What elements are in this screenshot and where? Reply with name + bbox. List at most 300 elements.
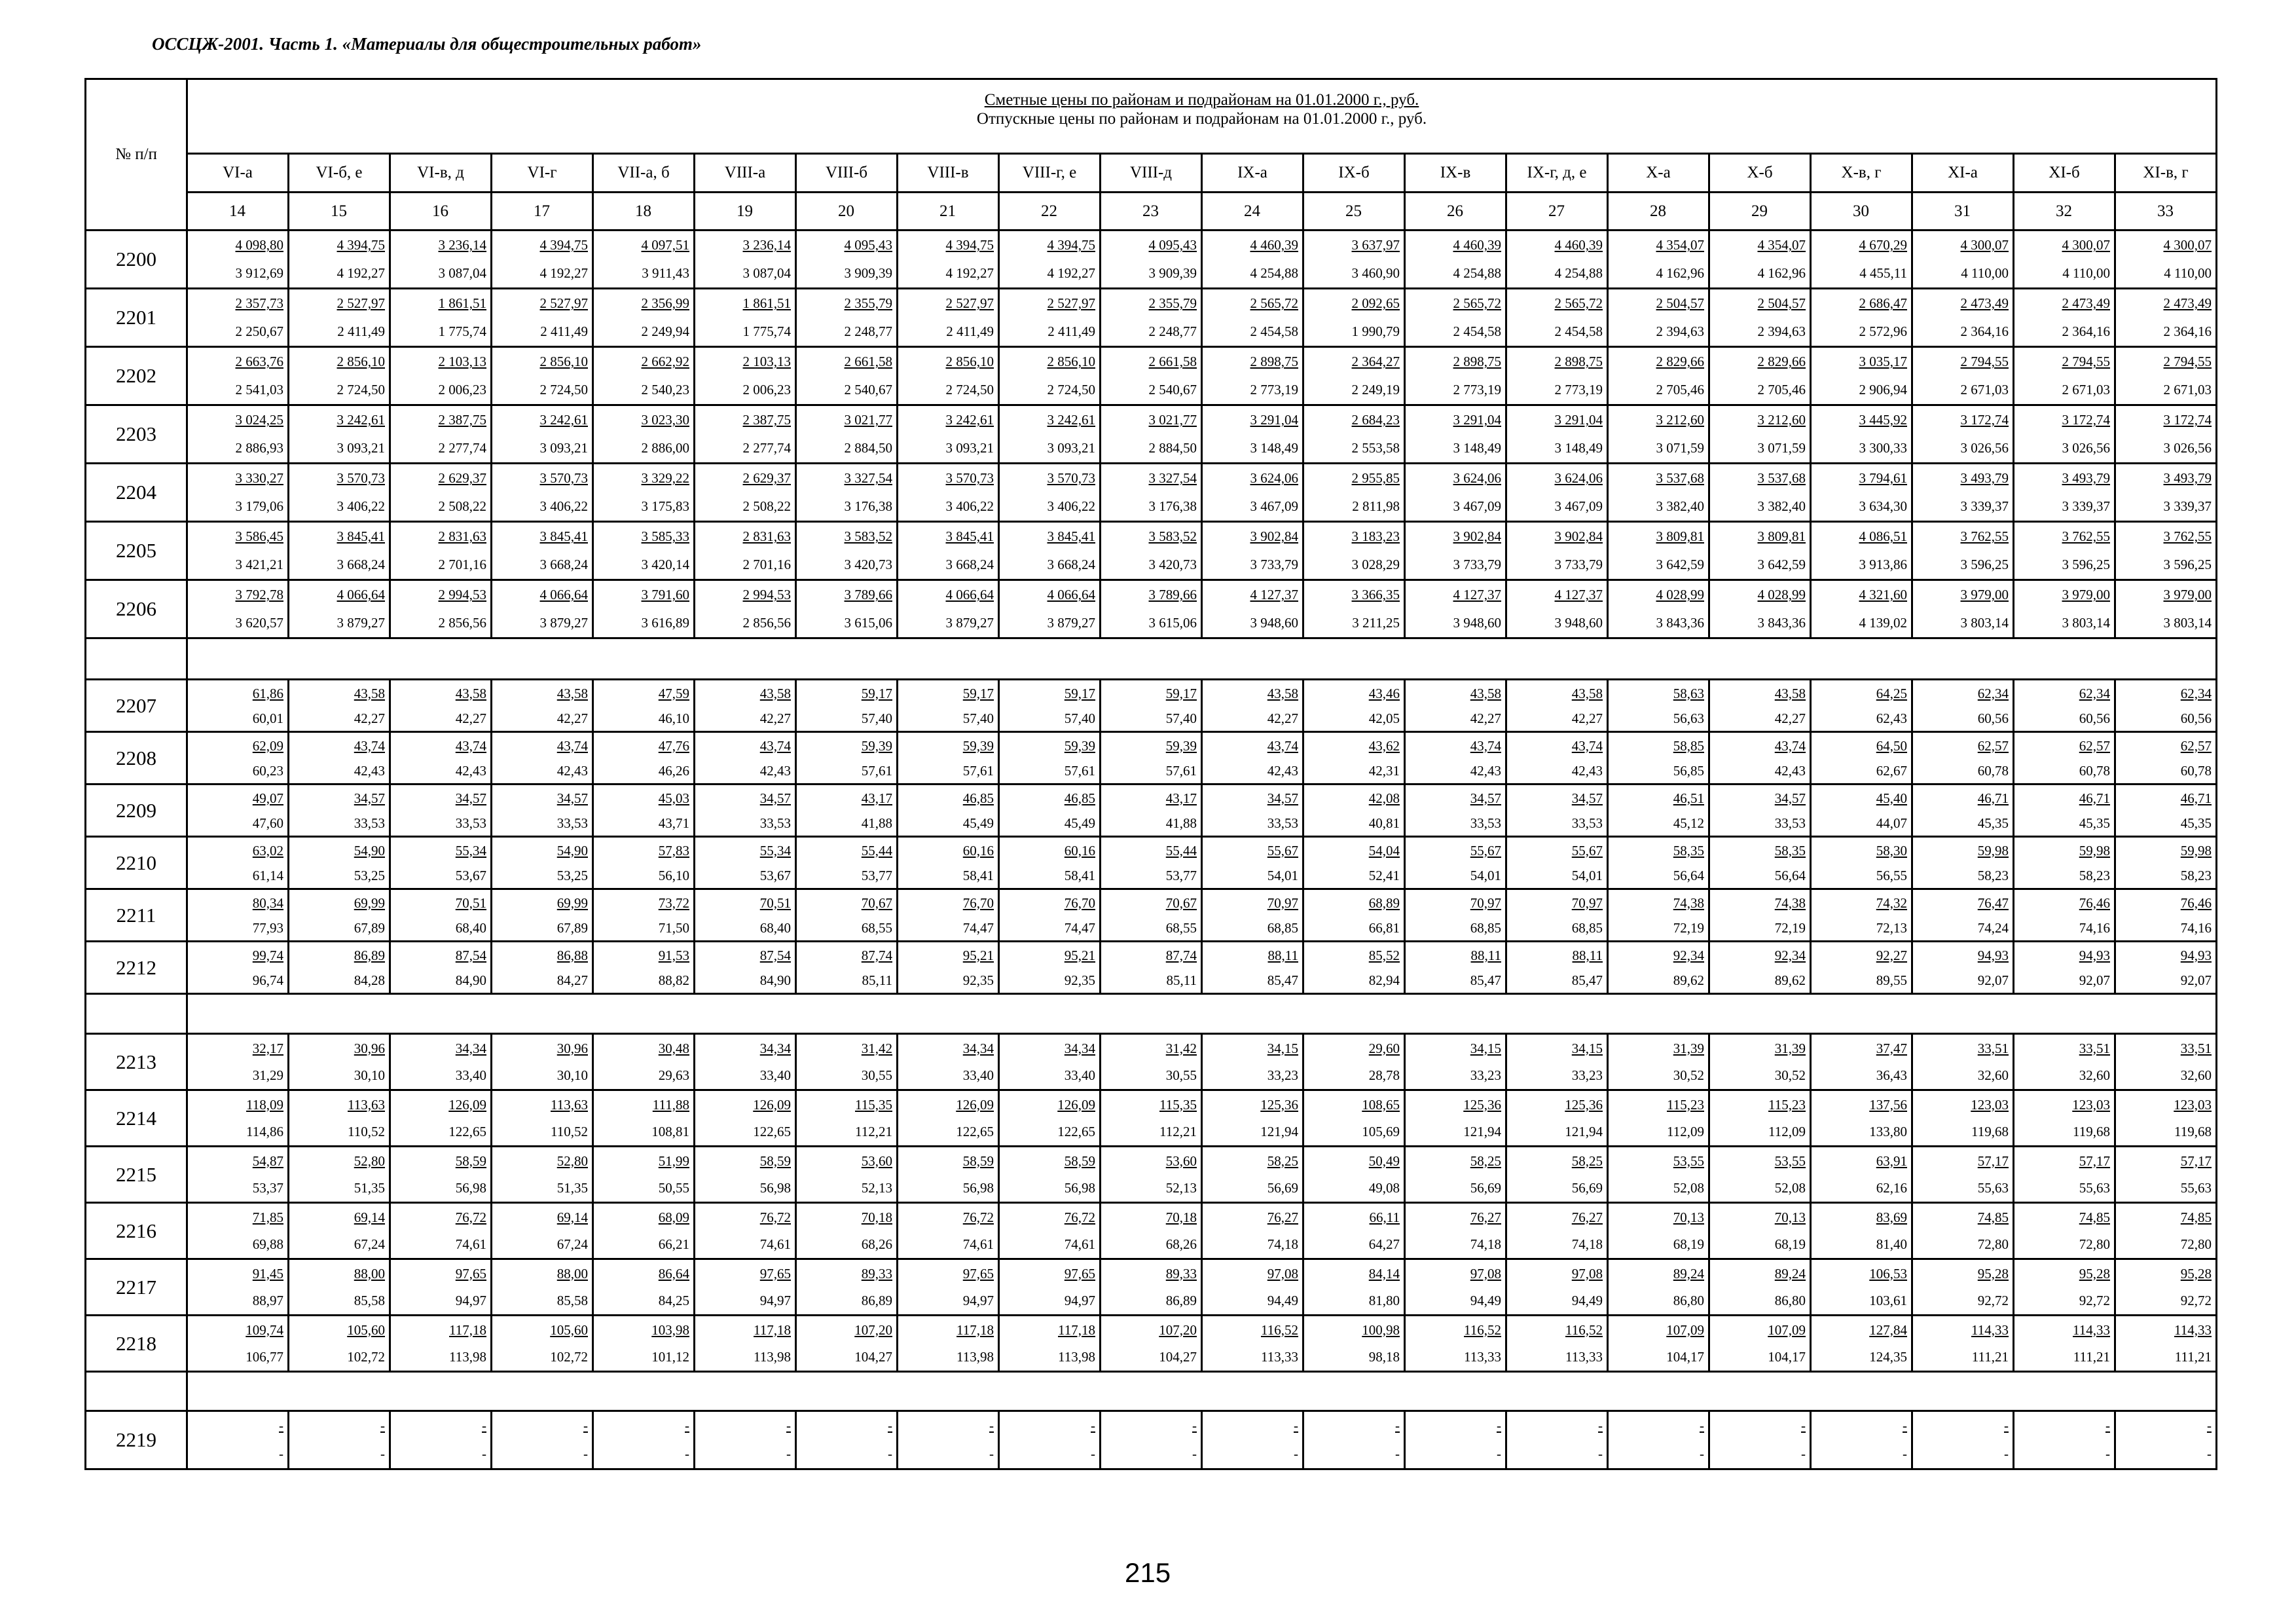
estimated-price: 4 097,51 — [641, 237, 689, 253]
estimated-price: 3 445,92 — [1859, 412, 1907, 428]
price-cell — [187, 405, 289, 464]
release-price: 3 339,37 — [2163, 498, 2212, 514]
release-price: 112,09 — [1768, 1123, 1806, 1139]
release-price: 119,68 — [1971, 1123, 2009, 1139]
estimated-price: 3 583,52 — [844, 528, 892, 544]
price-cell — [898, 1411, 999, 1469]
release-price: 40,81 — [1368, 815, 1400, 831]
release-price: 68,19 — [1673, 1236, 1704, 1252]
release-price: 57,40 — [861, 710, 892, 726]
price-cell — [492, 1316, 593, 1372]
release-price: 60,78 — [1977, 762, 2009, 779]
price-cell — [593, 1411, 695, 1469]
price-cell — [1709, 1259, 1811, 1316]
estimated-price: 2 661,58 — [844, 354, 892, 369]
release-price: 133,80 — [1869, 1123, 1907, 1139]
release-price: 2 724,50 — [1047, 382, 1095, 397]
price-cell — [2014, 1090, 2115, 1147]
price-cell — [1101, 1316, 1202, 1372]
price-cell — [1506, 784, 1608, 837]
price-cell — [898, 580, 999, 638]
price-cell — [796, 1203, 898, 1259]
price-cell — [1912, 732, 2014, 784]
separator-cell — [187, 1372, 2217, 1411]
price-cell — [1608, 1090, 1709, 1147]
price-cell — [1506, 405, 1608, 464]
price-cell — [187, 347, 289, 405]
price-cell — [1608, 1203, 1709, 1259]
release-price: 110,52 — [348, 1123, 385, 1139]
release-price: 42,27 — [1571, 710, 1603, 726]
estimated-price: 118,09 — [246, 1096, 283, 1113]
estimated-price: 2 504,57 — [1656, 295, 1704, 311]
price-cell — [390, 522, 492, 580]
estimated-price: 76,27 — [1571, 1209, 1603, 1225]
estimated-price: 2 357,73 — [235, 295, 283, 311]
price-cell — [1303, 405, 1405, 464]
price-cell — [1405, 289, 1506, 347]
estimated-price: 63,02 — [252, 842, 283, 858]
estimated-price: 3 762,55 — [1960, 528, 2009, 544]
release-price: 4 192,27 — [539, 265, 588, 281]
price-cell — [1608, 784, 1709, 837]
release-price: 53,77 — [861, 867, 892, 883]
estimated-price: - — [380, 1418, 385, 1433]
estimated-price: - — [1192, 1418, 1197, 1433]
estimated-price: - — [482, 1418, 486, 1433]
table-row — [86, 784, 2217, 837]
estimated-price: 85,52 — [1368, 947, 1400, 963]
estimated-price: 2 662,92 — [641, 354, 689, 369]
estimated-price: 58,59 — [455, 1153, 486, 1169]
release-price: 55,63 — [2079, 1179, 2110, 1196]
region-header: VI-б, е — [289, 154, 390, 193]
release-price: 57,40 — [1165, 710, 1197, 726]
release-price: - — [1497, 1446, 1501, 1462]
estimated-price: 58,25 — [1267, 1153, 1298, 1169]
release-price: 58,23 — [2079, 867, 2110, 883]
estimated-price: 64,50 — [1876, 737, 1907, 754]
price-cell — [593, 289, 695, 347]
estimated-price: 1 861,51 — [742, 295, 791, 311]
table-row — [86, 889, 2217, 942]
release-price: 121,94 — [1260, 1123, 1298, 1139]
price-cell — [2115, 1034, 2217, 1090]
price-cell — [187, 1316, 289, 1372]
estimated-price: 54,90 — [354, 842, 385, 858]
estimated-price: 4 086,51 — [1859, 528, 1907, 544]
estimated-price: 55,34 — [759, 842, 791, 858]
estimated-price: 2 856,10 — [539, 354, 588, 369]
price-cell — [1303, 784, 1405, 837]
estimated-price: 2 898,75 — [1554, 354, 1603, 369]
price-cell — [1912, 347, 2014, 405]
price-cell — [390, 464, 492, 522]
release-price: 2 454,58 — [1554, 323, 1603, 339]
estimated-price: - — [1801, 1418, 1806, 1433]
release-price: 42,27 — [455, 710, 486, 726]
price-cell — [187, 1090, 289, 1147]
estimated-price: 97,65 — [759, 1265, 791, 1282]
estimated-price: 4 028,99 — [1656, 587, 1704, 602]
price-cell — [695, 1259, 796, 1316]
estimated-price: 95,28 — [1977, 1265, 2009, 1282]
price-cell — [898, 405, 999, 464]
release-price: 3 300,33 — [1859, 440, 1907, 456]
release-price: 43,71 — [658, 815, 689, 831]
release-price: 56,98 — [759, 1179, 791, 1196]
release-price: 3 026,56 — [2062, 440, 2110, 456]
price-cell — [999, 347, 1101, 405]
price-cell — [1608, 405, 1709, 464]
estimated-price: 3 493,79 — [2062, 470, 2110, 486]
release-price: 122,65 — [1057, 1123, 1095, 1139]
estimated-price: 34,34 — [1064, 1040, 1095, 1056]
estimated-price: 3 291,04 — [1453, 412, 1501, 428]
release-price: 52,13 — [1165, 1179, 1197, 1196]
release-price: 1 775,74 — [438, 323, 486, 339]
release-price: 108,81 — [651, 1123, 689, 1139]
estimated-price: 106,53 — [1869, 1265, 1907, 1282]
price-cell — [2014, 289, 2115, 347]
price-cell — [1506, 347, 1608, 405]
estimated-price: 95,21 — [1064, 947, 1095, 963]
estimated-price: 3 794,61 — [1859, 470, 1907, 486]
release-price: 56,55 — [1876, 867, 1907, 883]
price-cell — [1912, 1411, 2014, 1469]
estimated-price: 70,97 — [1470, 895, 1501, 911]
estimated-price: 43,74 — [1571, 737, 1603, 754]
estimated-price: 54,04 — [1368, 842, 1400, 858]
estimated-price: 95,28 — [2079, 1265, 2110, 1282]
release-price: 92,07 — [2180, 972, 2212, 988]
price-cell — [1709, 732, 1811, 784]
row-number: 2211 — [86, 889, 187, 942]
estimated-price: 127,84 — [1869, 1321, 1907, 1338]
price-cell — [1303, 231, 1405, 289]
table-row — [86, 464, 2217, 522]
release-price: 51,35 — [354, 1179, 385, 1196]
release-price: 3 460,90 — [1351, 265, 1400, 281]
region-header: X-в, г — [1811, 154, 1912, 193]
estimated-price: 34,57 — [556, 790, 588, 806]
price-cell — [1709, 1203, 1811, 1259]
price-cell — [1405, 405, 1506, 464]
release-price: 29,63 — [658, 1067, 689, 1083]
release-price: 2 250,67 — [235, 323, 283, 339]
estimated-price: 86,89 — [354, 947, 385, 963]
price-cell — [390, 580, 492, 638]
price-cell — [1709, 522, 1811, 580]
estimated-price: 113,63 — [551, 1096, 588, 1113]
price-cell — [390, 732, 492, 784]
price-cell — [1709, 1090, 1811, 1147]
price-cell — [2014, 405, 2115, 464]
release-price: 2 394,63 — [1656, 323, 1704, 339]
release-price: 2 411,49 — [946, 323, 994, 339]
estimated-price: 3 021,77 — [844, 412, 892, 428]
estimated-price: 58,35 — [1673, 842, 1704, 858]
price-cell — [1506, 1090, 1608, 1147]
release-price: 67,89 — [354, 919, 385, 936]
release-price: 85,47 — [1470, 972, 1501, 988]
release-price: 30,10 — [354, 1067, 385, 1083]
release-price: - — [1903, 1446, 1907, 1462]
estimated-price: 34,15 — [1571, 1040, 1603, 1056]
release-price: 4 192,27 — [1047, 265, 1095, 281]
release-price: 4 192,27 — [945, 265, 994, 281]
price-cell — [1303, 732, 1405, 784]
estimated-price: 3 624,06 — [1250, 470, 1298, 486]
estimated-price: 3 023,30 — [641, 412, 689, 428]
release-price: 33,53 — [1774, 815, 1806, 831]
price-cell — [2115, 942, 2217, 994]
estimated-price: 123,03 — [2072, 1096, 2110, 1113]
release-price: 85,47 — [1267, 972, 1298, 988]
release-price: 33,40 — [455, 1067, 486, 1083]
estimated-price: 57,17 — [2079, 1153, 2110, 1169]
release-price: 1 990,79 — [1351, 323, 1400, 339]
table-row — [86, 1090, 2217, 1147]
price-cell — [1811, 522, 1912, 580]
row-number: 2207 — [86, 680, 187, 732]
release-price: 4 139,02 — [1859, 615, 1907, 631]
price-cell — [289, 837, 390, 889]
release-price: 3 382,40 — [1656, 498, 1704, 514]
price-cell — [1101, 347, 1202, 405]
release-price: 44,07 — [1876, 815, 1907, 831]
release-price: 3 733,79 — [1554, 557, 1603, 572]
table-row — [86, 1034, 2217, 1090]
estimated-price: - — [2004, 1418, 2009, 1433]
release-price: 51,35 — [556, 1179, 588, 1196]
estimated-price: 55,67 — [1470, 842, 1501, 858]
estimated-price: 2 955,85 — [1351, 470, 1400, 486]
price-cell — [187, 942, 289, 994]
price-cell — [187, 837, 289, 889]
release-price: 3 406,22 — [945, 498, 994, 514]
estimated-price: - — [1395, 1418, 1400, 1433]
price-cell — [1912, 1034, 2014, 1090]
release-price: 3 911,43 — [642, 265, 689, 281]
estimated-price: 113,63 — [348, 1096, 385, 1113]
estimated-price: 3 212,60 — [1656, 412, 1704, 428]
release-price: 68,85 — [1571, 919, 1603, 936]
estimated-price: 68,89 — [1368, 895, 1400, 911]
price-cell — [1202, 1147, 1303, 1203]
price-cell — [695, 1411, 796, 1469]
separator-cell — [86, 1372, 187, 1411]
estimated-price: 50,49 — [1368, 1153, 1400, 1169]
release-price: 86,89 — [1165, 1292, 1197, 1308]
release-price: 113,33 — [1565, 1348, 1603, 1365]
price-cell — [1202, 1203, 1303, 1259]
price-cell — [2014, 732, 2115, 784]
release-price: 121,94 — [1463, 1123, 1501, 1139]
estimated-price: 3 327,54 — [1148, 470, 1197, 486]
release-price: 42,43 — [556, 762, 588, 779]
estimated-price: 33,51 — [1977, 1040, 2009, 1056]
price-cell — [695, 942, 796, 994]
price-cell — [1405, 1090, 1506, 1147]
release-price: 53,67 — [759, 867, 791, 883]
row-number: 2214 — [86, 1090, 187, 1147]
price-cell — [695, 580, 796, 638]
estimated-price: 108,65 — [1362, 1096, 1400, 1113]
column-index: 14 — [187, 193, 289, 231]
price-cell — [1202, 1316, 1303, 1372]
price-cell — [390, 1090, 492, 1147]
estimated-price: 70,13 — [1774, 1209, 1806, 1225]
estimated-price: 34,34 — [455, 1040, 486, 1056]
release-price: 33,53 — [354, 815, 385, 831]
estimated-price: 2 356,99 — [641, 295, 689, 311]
release-price: 81,40 — [1876, 1236, 1907, 1252]
release-price: 33,40 — [1064, 1067, 1095, 1083]
price-cell — [1608, 1411, 1709, 1469]
estimated-price: 43,58 — [1571, 685, 1603, 701]
release-price: 122,65 — [448, 1123, 486, 1139]
price-cell — [1202, 405, 1303, 464]
estimated-price: 3 329,22 — [641, 470, 689, 486]
price-cell — [1709, 1034, 1811, 1090]
estimated-price: - — [786, 1418, 791, 1433]
release-price: 30,52 — [1673, 1067, 1704, 1083]
price-cell — [796, 889, 898, 942]
release-price: 74,16 — [2180, 919, 2212, 936]
price-cell — [1811, 1147, 1912, 1203]
estimated-price: - — [1294, 1418, 1298, 1433]
release-price: 62,67 — [1876, 762, 1907, 779]
price-cell — [1811, 889, 1912, 942]
price-cell — [796, 522, 898, 580]
release-price: 3 467,09 — [1554, 498, 1603, 514]
price-cell — [2014, 1259, 2115, 1316]
price-cell — [1608, 464, 1709, 522]
price-cell — [1202, 1259, 1303, 1316]
price-cell — [390, 231, 492, 289]
price-cell — [492, 405, 593, 464]
release-price: 68,85 — [1470, 919, 1501, 936]
estimated-price: 53,55 — [1774, 1153, 1806, 1169]
estimated-price: 89,24 — [1673, 1265, 1704, 1282]
estimated-price: - — [989, 1418, 994, 1433]
price-cell — [796, 1147, 898, 1203]
estimated-price: 2 684,23 — [1351, 412, 1400, 428]
estimated-price: 2 686,47 — [1859, 295, 1907, 311]
price-cell — [187, 784, 289, 837]
price-cell — [1912, 522, 2014, 580]
estimated-price: 62,57 — [2180, 737, 2212, 754]
price-cell — [2115, 784, 2217, 837]
price-cell — [593, 1259, 695, 1316]
estimated-price: 34,15 — [1470, 1040, 1501, 1056]
estimated-price: 107,09 — [1666, 1321, 1704, 1338]
estimated-price: 117,18 — [957, 1321, 994, 1338]
price-cell — [898, 1203, 999, 1259]
estimated-price: 46,85 — [1064, 790, 1095, 806]
price-cell — [1101, 405, 1202, 464]
estimated-price: 30,96 — [354, 1040, 385, 1056]
release-price: 32,60 — [1977, 1067, 2009, 1083]
release-price: 2 277,74 — [438, 440, 486, 456]
price-cell — [898, 732, 999, 784]
price-cell — [1608, 1034, 1709, 1090]
release-price: 74,16 — [2079, 919, 2110, 936]
release-price: 3 148,49 — [1554, 440, 1603, 456]
price-cell — [593, 1090, 695, 1147]
release-price: 52,41 — [1368, 867, 1400, 883]
release-price: 89,62 — [1774, 972, 1806, 988]
price-cell — [1405, 1034, 1506, 1090]
estimated-price: 2 994,53 — [742, 587, 791, 602]
price-cell — [187, 522, 289, 580]
price-cell — [1811, 784, 1912, 837]
price-cell — [1709, 942, 1811, 994]
price-cell — [1912, 942, 2014, 994]
column-index: 28 — [1608, 193, 1709, 231]
release-price: 32,60 — [2180, 1067, 2212, 1083]
estimated-price: 54,90 — [556, 842, 588, 858]
release-price: 3 616,89 — [641, 615, 689, 631]
estimated-price: 43,58 — [556, 685, 588, 701]
price-cell — [1405, 837, 1506, 889]
release-price: 53,67 — [455, 867, 486, 883]
price-cell — [187, 1411, 289, 1469]
price-cell — [492, 464, 593, 522]
estimated-price: 3 585,33 — [641, 528, 689, 544]
estimated-price: 4 460,39 — [1453, 237, 1501, 253]
release-price: 104,27 — [854, 1348, 892, 1365]
release-price: 2 540,23 — [641, 382, 689, 397]
price-cell — [1709, 784, 1811, 837]
price-cell — [1608, 1259, 1709, 1316]
release-price: 55,63 — [2180, 1179, 2212, 1196]
release-price: 2 856,56 — [438, 615, 486, 631]
price-cell — [390, 784, 492, 837]
release-price: 36,43 — [1876, 1067, 1907, 1083]
price-cell — [695, 347, 796, 405]
estimated-price: 3 493,79 — [1960, 470, 2009, 486]
estimated-price: 2 565,72 — [1554, 295, 1603, 311]
release-price: 68,85 — [1267, 919, 1298, 936]
estimated-price: 4 066,64 — [1047, 587, 1095, 602]
estimated-price: 111,88 — [652, 1096, 689, 1113]
release-price: 3 339,37 — [2062, 498, 2110, 514]
price-cell — [1811, 464, 1912, 522]
release-price: 3 634,30 — [1859, 498, 1907, 514]
estimated-price: 62,34 — [2079, 685, 2110, 701]
estimated-price: 34,57 — [1267, 790, 1298, 806]
estimated-price: 69,14 — [556, 1209, 588, 1225]
price-cell — [593, 405, 695, 464]
price-cell — [1202, 464, 1303, 522]
release-price: 110,52 — [551, 1123, 588, 1139]
release-price: 42,43 — [1571, 762, 1603, 779]
price-cell — [1101, 289, 1202, 347]
price-cell — [1608, 289, 1709, 347]
estimated-price: 91,53 — [658, 947, 689, 963]
price-cell — [593, 1147, 695, 1203]
price-cell — [999, 580, 1101, 638]
release-price: 124,35 — [1869, 1348, 1907, 1365]
release-price: 68,40 — [455, 919, 486, 936]
release-price: 3 148,49 — [1250, 440, 1298, 456]
release-price: 3 642,59 — [1656, 557, 1704, 572]
price-cell — [898, 347, 999, 405]
region-header: VIII-а — [695, 154, 796, 193]
price-cell — [796, 680, 898, 732]
